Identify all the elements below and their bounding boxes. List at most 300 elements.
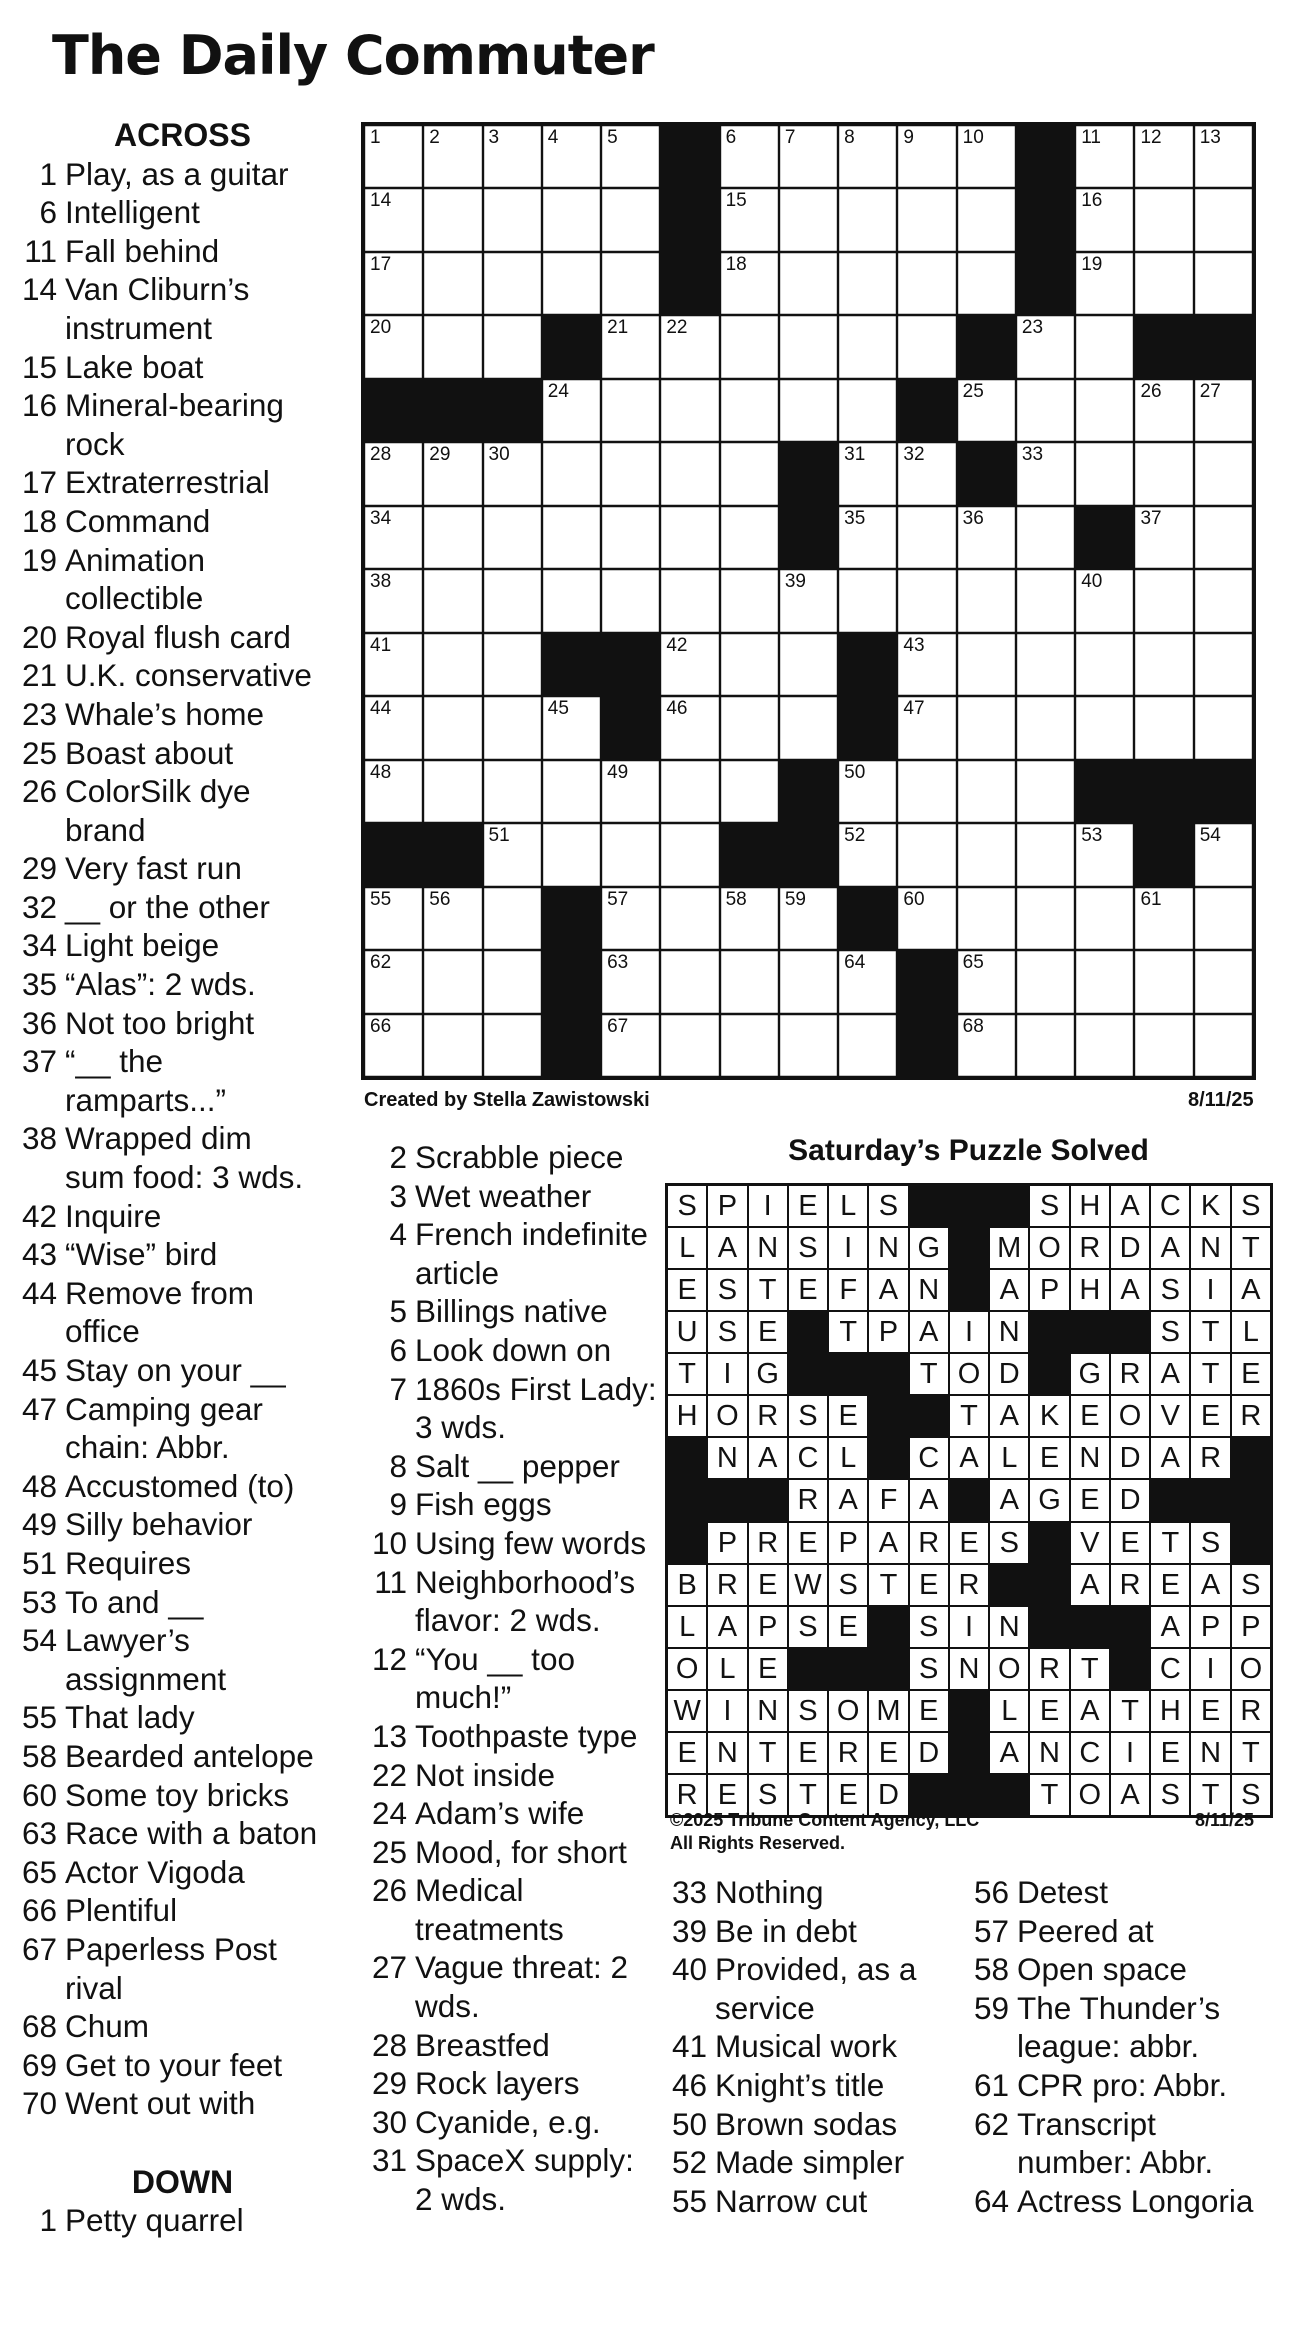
puzzle-cell[interactable] [364, 125, 423, 188]
puzzle-cell[interactable] [483, 569, 542, 632]
solution-cell: T [748, 1732, 788, 1774]
puzzle-cell[interactable] [542, 252, 601, 315]
puzzle-cell[interactable] [601, 760, 660, 823]
clue-text: Some toy bricks [65, 1776, 290, 1813]
puzzle-cell[interactable] [1075, 696, 1134, 759]
clue-text: Mood, for short [415, 1833, 627, 1870]
puzzle-cell[interactable] [1075, 125, 1134, 188]
solution-cell: E [1190, 1395, 1230, 1437]
puzzle-cell[interactable] [838, 569, 897, 632]
puzzle-cell[interactable] [1194, 1014, 1253, 1077]
cell-number: 64 [844, 952, 866, 974]
puzzle-cell[interactable] [660, 442, 719, 505]
clue-number: 61 [973, 2066, 1009, 2103]
solution-cell: E [1110, 1522, 1150, 1564]
puzzle-cell[interactable] [1194, 442, 1253, 505]
puzzle-cell[interactable] [779, 950, 838, 1013]
cell-number: 35 [844, 507, 866, 529]
puzzle-cell[interactable] [1075, 188, 1134, 251]
puzzle-cell[interactable] [542, 569, 601, 632]
puzzle-cell[interactable] [601, 569, 660, 632]
puzzle-cell[interactable] [1075, 823, 1134, 886]
puzzle-cell[interactable] [1016, 506, 1075, 569]
puzzle-cell[interactable] [720, 506, 779, 569]
puzzle-cell[interactable] [1194, 252, 1253, 315]
solution-cell: A [1070, 1564, 1110, 1606]
clue-item [650, 2027, 950, 2066]
puzzle-cell[interactable] [1075, 442, 1134, 505]
clue-item [650, 1950, 950, 2027]
puzzle-cell[interactable] [1075, 1014, 1134, 1077]
puzzle-cell[interactable] [897, 760, 956, 823]
puzzle-cell[interactable] [542, 506, 601, 569]
puzzle-cell[interactable] [364, 633, 423, 696]
cell-number: 4 [547, 127, 559, 148]
clue-item [952, 1989, 1287, 2066]
cell-number: 61 [1140, 888, 1162, 910]
puzzle-cell[interactable] [1134, 506, 1193, 569]
clue-number: 4 [389, 1216, 407, 1253]
puzzle-cell[interactable] [1134, 188, 1193, 251]
puzzle-cell[interactable] [720, 188, 779, 251]
puzzle-cell[interactable] [1016, 760, 1075, 823]
puzzle-black-square [897, 379, 956, 442]
clue-text: Royal flush card [65, 618, 291, 655]
puzzle-cell[interactable] [1134, 696, 1193, 759]
clue-text: Nothing [715, 1874, 824, 1910]
puzzle-black-square [601, 633, 660, 696]
clue-number: 66 [21, 1892, 57, 1929]
puzzle-cell[interactable] [423, 1014, 482, 1077]
puzzle-cell[interactable] [423, 760, 482, 823]
clue-text: Bearded antelope [65, 1737, 314, 1774]
solution-cell: S [707, 1269, 747, 1311]
solution-cell: S [1231, 1185, 1271, 1227]
puzzle-cell[interactable] [483, 125, 542, 188]
puzzle-cell[interactable] [1134, 1014, 1193, 1077]
clue-text: Remove from [65, 1274, 255, 1311]
solution-cell: L [989, 1437, 1029, 1479]
puzzle-cell[interactable] [957, 823, 1016, 886]
puzzle-cell[interactable] [957, 569, 1016, 632]
puzzle-cell[interactable] [423, 887, 482, 950]
puzzle-cell[interactable] [660, 569, 719, 632]
clue-item [0, 232, 345, 271]
cell-number: 53 [1081, 825, 1103, 847]
puzzle-cell[interactable] [1016, 569, 1075, 632]
puzzle-black-square [1016, 125, 1075, 188]
solution-cell: E [788, 1269, 828, 1311]
puzzle-cell[interactable] [1016, 887, 1075, 950]
puzzle-cell[interactable] [1194, 823, 1253, 886]
solution-black-square [909, 1395, 949, 1437]
puzzle-cell[interactable] [1075, 252, 1134, 315]
puzzle-cell[interactable] [483, 696, 542, 759]
puzzle-cell[interactable] [601, 950, 660, 1013]
solution-cell: N [1190, 1732, 1230, 1774]
puzzle-cell[interactable] [364, 506, 423, 569]
puzzle-cell[interactable] [897, 696, 956, 759]
solution-cell: E [1070, 1395, 1110, 1437]
puzzle-cell[interactable] [720, 760, 779, 823]
puzzle-cell[interactable] [957, 506, 1016, 569]
puzzle-cell[interactable] [483, 442, 542, 505]
puzzle-cell[interactable] [483, 188, 542, 251]
puzzle-cell[interactable] [838, 506, 897, 569]
puzzle-cell[interactable] [779, 569, 838, 632]
solution-cell: F [828, 1269, 868, 1311]
puzzle-cell[interactable] [601, 379, 660, 442]
puzzle-cell[interactable] [423, 696, 482, 759]
puzzle-cell[interactable] [897, 633, 956, 696]
puzzle-cell[interactable] [720, 315, 779, 378]
puzzle-cell[interactable] [1194, 887, 1253, 950]
puzzle-cell[interactable] [542, 188, 601, 251]
puzzle-cell[interactable] [423, 633, 482, 696]
cell-number: 7 [784, 127, 796, 148]
puzzle-cell[interactable] [423, 125, 482, 188]
puzzle-cell[interactable] [483, 823, 542, 886]
puzzle-cell[interactable] [1134, 633, 1193, 696]
solution-cell: T [909, 1353, 949, 1395]
solution-cell: A [989, 1269, 1029, 1311]
puzzle-cell[interactable] [838, 379, 897, 442]
puzzle-cell[interactable] [720, 125, 779, 188]
puzzle-cell[interactable] [1016, 823, 1075, 886]
puzzle-black-square [779, 823, 838, 886]
clue-number: 13 [371, 1717, 407, 1754]
cell-number: 8 [844, 127, 855, 148]
cell-number: 49 [607, 761, 629, 783]
puzzle-cell[interactable] [660, 1014, 719, 1077]
solution-black-square [788, 1648, 828, 1690]
puzzle-cell[interactable] [1134, 379, 1193, 442]
puzzle-cell[interactable] [483, 252, 542, 315]
puzzle-cell[interactable] [483, 760, 542, 823]
puzzle-cell[interactable] [542, 823, 601, 886]
clue-item [952, 2105, 1287, 2182]
solution-black-square [1150, 1479, 1190, 1521]
puzzle-cell[interactable] [542, 379, 601, 442]
puzzle-cell[interactable] [897, 252, 956, 315]
puzzle-cell[interactable] [1134, 569, 1193, 632]
clue-text: Using few words [415, 1524, 647, 1561]
puzzle-cell[interactable] [720, 696, 779, 759]
puzzle-black-square [1016, 188, 1075, 251]
puzzle-cell[interactable] [897, 315, 956, 378]
solution-cell: T [788, 1774, 828, 1816]
clue-number: 29 [371, 2065, 407, 2102]
solution-cell: A [828, 1479, 868, 1521]
puzzle-cell[interactable] [957, 379, 1016, 442]
clue-item [350, 1640, 660, 1717]
clue-item [0, 1274, 345, 1351]
puzzle-cell[interactable] [423, 188, 482, 251]
puzzle-cell[interactable] [779, 696, 838, 759]
cell-number: 63 [607, 952, 629, 974]
clue-item [350, 1215, 660, 1292]
puzzle-cell[interactable] [364, 760, 423, 823]
puzzle-cell[interactable] [1016, 696, 1075, 759]
puzzle-black-square [1016, 252, 1075, 315]
puzzle-cell[interactable] [838, 442, 897, 505]
puzzle-cell[interactable] [1194, 379, 1253, 442]
puzzle-cell[interactable] [483, 506, 542, 569]
puzzle-cell[interactable] [601, 887, 660, 950]
puzzle-cell[interactable] [1134, 950, 1193, 1013]
puzzle-cell[interactable] [720, 569, 779, 632]
solution-cell: S [909, 1606, 949, 1648]
puzzle-cell[interactable] [660, 887, 719, 950]
solution-cell: I [1190, 1648, 1230, 1690]
puzzle-cell[interactable] [779, 633, 838, 696]
clue-text: Petty quarrel [65, 2202, 244, 2239]
solution-black-square [868, 1437, 908, 1479]
puzzle-cell[interactable] [1075, 315, 1134, 378]
puzzle-cell[interactable] [1194, 633, 1253, 696]
puzzle-cell[interactable] [838, 760, 897, 823]
clue-item [350, 1948, 660, 2025]
puzzle-cell[interactable] [601, 823, 660, 886]
puzzle-cell[interactable] [660, 696, 719, 759]
puzzle-cell[interactable] [660, 506, 719, 569]
clue-text: wds. [415, 1988, 480, 2025]
puzzle-black-square [1134, 760, 1193, 823]
puzzle-cell[interactable] [838, 950, 897, 1013]
puzzle-cell[interactable] [1194, 506, 1253, 569]
puzzle-cell[interactable] [542, 125, 601, 188]
cell-number: 21 [607, 317, 629, 339]
solution-cell: R [788, 1479, 828, 1521]
clue-number: 53 [21, 1583, 57, 1620]
puzzle-cell[interactable] [601, 506, 660, 569]
puzzle-cell[interactable] [483, 633, 542, 696]
puzzle-cell[interactable] [720, 442, 779, 505]
solution-cell: U [667, 1311, 707, 1353]
puzzle-cell[interactable] [423, 252, 482, 315]
puzzle-cell[interactable] [601, 125, 660, 188]
cell-number: 51 [488, 825, 510, 847]
puzzle-cell[interactable] [957, 633, 1016, 696]
puzzle-cell[interactable] [720, 379, 779, 442]
clue-number: 67 [21, 1930, 57, 1967]
clue-number: 7 [389, 1370, 407, 1407]
puzzle-cell[interactable] [1194, 125, 1253, 188]
solution-cell: P [707, 1185, 747, 1227]
puzzle-cell[interactable] [779, 379, 838, 442]
puzzle-cell[interactable] [660, 633, 719, 696]
puzzle-cell[interactable] [838, 188, 897, 251]
puzzle-cell[interactable] [957, 950, 1016, 1013]
puzzle-cell[interactable] [601, 315, 660, 378]
clue-item [350, 1370, 660, 1447]
solution-black-square [949, 1185, 989, 1227]
puzzle-cell[interactable] [1075, 569, 1134, 632]
puzzle-cell[interactable] [897, 823, 956, 886]
puzzle-cell[interactable] [897, 442, 956, 505]
solution-cell: N [1070, 1437, 1110, 1479]
puzzle-cell[interactable] [423, 950, 482, 1013]
solution-cell: S [868, 1185, 908, 1227]
solution-cell: A [1150, 1606, 1190, 1648]
puzzle-cell[interactable] [957, 887, 1016, 950]
puzzle-cell[interactable] [483, 1014, 542, 1077]
puzzle-cell[interactable] [601, 442, 660, 505]
puzzle-cell[interactable] [364, 442, 423, 505]
solution-cell: E [1070, 1479, 1110, 1521]
puzzle-cell[interactable] [1016, 1014, 1075, 1077]
clue-item [350, 1292, 660, 1331]
clue-text: Transcript [1017, 2105, 1156, 2142]
puzzle-cell[interactable] [1194, 569, 1253, 632]
puzzle-cell[interactable] [779, 188, 838, 251]
clue-text: Billings native [415, 1293, 608, 1330]
puzzle-cell[interactable] [542, 760, 601, 823]
puzzle-cell[interactable] [364, 950, 423, 1013]
puzzle-cell[interactable] [542, 696, 601, 759]
cell-number: 58 [725, 888, 747, 910]
puzzle-cell[interactable] [1016, 442, 1075, 505]
clue-number: 49 [21, 1506, 57, 1543]
puzzle-cell[interactable] [1134, 125, 1193, 188]
puzzle-cell[interactable] [897, 569, 956, 632]
puzzle-cell[interactable] [364, 1014, 423, 1077]
puzzle-cell[interactable] [423, 569, 482, 632]
puzzle-cell[interactable] [660, 379, 719, 442]
puzzle-cell[interactable] [364, 569, 423, 632]
puzzle-cell[interactable] [423, 442, 482, 505]
clue-number: 17 [21, 464, 57, 501]
puzzle-cell[interactable] [483, 315, 542, 378]
solution-cell: A [1070, 1690, 1110, 1732]
puzzle-cell[interactable] [779, 252, 838, 315]
across-clue-list [0, 155, 345, 2123]
puzzle-cell[interactable] [542, 442, 601, 505]
puzzle-cell[interactable] [364, 696, 423, 759]
puzzle-cell[interactable] [1075, 950, 1134, 1013]
clue-text: Open space [1017, 1951, 1187, 1988]
puzzle-cell[interactable] [364, 887, 423, 950]
puzzle-cell[interactable] [838, 125, 897, 188]
clue-text: Accustomed (to) [65, 1467, 295, 1504]
solution-cell: R [667, 1774, 707, 1816]
solution-cell: E [1150, 1732, 1190, 1774]
puzzle-cell[interactable] [660, 823, 719, 886]
clue-text: Actor Vigoda [65, 1853, 245, 1890]
puzzle-cell[interactable] [601, 1014, 660, 1077]
puzzle-cell[interactable] [1016, 950, 1075, 1013]
puzzle-cell[interactable] [1134, 252, 1193, 315]
solution-cell: D [868, 1774, 908, 1816]
clue-text: U.K. conservative [65, 657, 312, 694]
puzzle-cell[interactable] [1194, 188, 1253, 251]
puzzle-cell[interactable] [1016, 633, 1075, 696]
puzzle-cell[interactable] [838, 252, 897, 315]
puzzle-cell[interactable] [1075, 633, 1134, 696]
clue-item [0, 348, 345, 387]
puzzle-cell[interactable] [779, 315, 838, 378]
clue-number: 30 [371, 2103, 407, 2140]
puzzle-cell[interactable] [1016, 379, 1075, 442]
solution-cell: S [1231, 1774, 1271, 1816]
clue-number: 65 [21, 1853, 57, 1890]
puzzle-cell[interactable] [957, 252, 1016, 315]
puzzle-cell[interactable] [957, 1014, 1016, 1077]
puzzle-black-square [779, 442, 838, 505]
solution-cell: E [828, 1606, 868, 1648]
puzzle-cell[interactable] [1194, 950, 1253, 1013]
puzzle-cell[interactable] [957, 125, 1016, 188]
puzzle-cell[interactable] [957, 696, 1016, 759]
clue-item [0, 1583, 345, 1622]
puzzle-cell[interactable] [601, 188, 660, 251]
puzzle-cell[interactable] [897, 188, 956, 251]
clue-text: article [415, 1254, 500, 1291]
solution-cell: P [1231, 1606, 1271, 1648]
puzzle-cell[interactable] [660, 760, 719, 823]
solution-cell: H [1150, 1690, 1190, 1732]
puzzle-cell[interactable] [720, 633, 779, 696]
puzzle-cell[interactable] [483, 950, 542, 1013]
puzzle-cell[interactable] [483, 887, 542, 950]
puzzle-cell[interactable] [423, 506, 482, 569]
puzzle-cell[interactable] [364, 252, 423, 315]
clue-item [0, 1737, 345, 1776]
puzzle-cell[interactable] [364, 188, 423, 251]
puzzle-cell[interactable] [720, 252, 779, 315]
page-title: The Daily Commuter [52, 24, 654, 87]
puzzle-cell[interactable] [1134, 887, 1193, 950]
cell-number: 11 [1081, 127, 1101, 148]
puzzle-cell[interactable] [1016, 315, 1075, 378]
puzzle-cell[interactable] [779, 1014, 838, 1077]
puzzle-black-square [838, 696, 897, 759]
puzzle-cell[interactable] [957, 188, 1016, 251]
puzzle-cell[interactable] [660, 315, 719, 378]
clue-number: 33 [671, 1874, 707, 1910]
solution-cell: R [828, 1732, 868, 1774]
down-header: DOWN [131, 2163, 234, 2200]
clue-number: 57 [973, 1912, 1009, 1949]
puzzle-cell[interactable] [838, 315, 897, 378]
puzzle-cell[interactable] [720, 887, 779, 950]
puzzle-cell[interactable] [838, 823, 897, 886]
puzzle-cell[interactable] [897, 506, 956, 569]
puzzle-cell[interactable] [1134, 442, 1193, 505]
puzzle-cell[interactable] [720, 1014, 779, 1077]
puzzle-cell[interactable] [779, 125, 838, 188]
puzzle-cell[interactable] [1075, 379, 1134, 442]
solution-cell: D [1110, 1227, 1150, 1269]
puzzle-cell[interactable] [423, 315, 482, 378]
puzzle-black-square [1134, 315, 1193, 378]
clue-text: SpaceX supply: [415, 2142, 634, 2179]
puzzle-cell[interactable] [601, 252, 660, 315]
puzzle-black-square [1075, 760, 1134, 823]
puzzle-cell[interactable] [1075, 887, 1134, 950]
puzzle-cell[interactable] [957, 760, 1016, 823]
puzzle-cell[interactable] [1194, 696, 1253, 759]
solution-cell: A [909, 1311, 949, 1353]
puzzle-cell[interactable] [660, 950, 719, 1013]
puzzle-cell[interactable] [897, 125, 956, 188]
puzzle-cell[interactable] [779, 887, 838, 950]
puzzle-cell[interactable] [720, 950, 779, 1013]
puzzle-cell[interactable] [364, 315, 423, 378]
puzzle-cell[interactable] [897, 887, 956, 950]
puzzle-cell[interactable] [838, 1014, 897, 1077]
clue-item [350, 1833, 660, 1872]
